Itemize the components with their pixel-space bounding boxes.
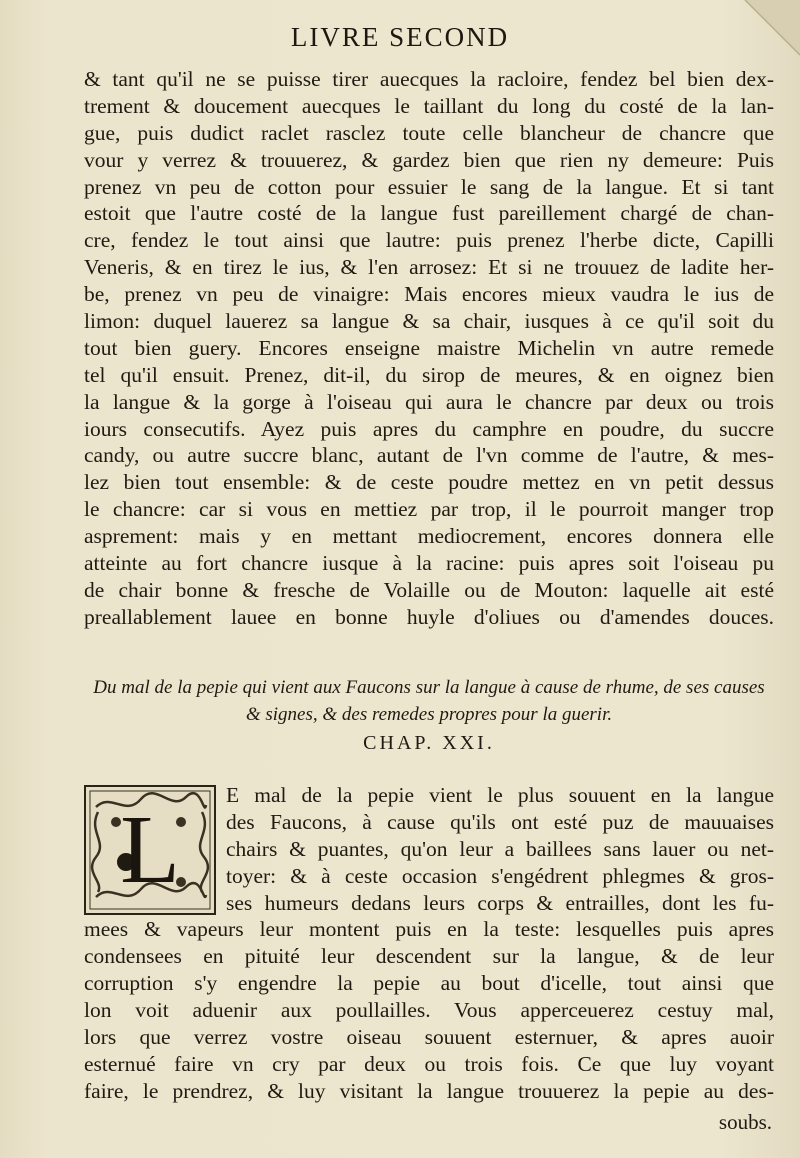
text-line: E mal de la pepie vient le plus souuent en la langue	[226, 783, 774, 807]
text-line: lez bien tout ensemble: & de ceste poudre mettez en vn petit dessus	[84, 470, 774, 495]
chapter-heading	[84, 674, 774, 758]
text-line: toyer: & à ceste occasion s'engédrent phlegmes & gros-	[226, 863, 774, 888]
text-line: le chancre: car si vous en mettiez par trop, il le pourroit manger trop	[84, 497, 774, 522]
running-head: LIVRE SECOND	[290, 22, 510, 52]
text-line: vour y verrez & trouuerez, & gardez bien que rien ny demeure: Puis	[84, 147, 774, 172]
text-line: cre, fendez le tout ainsi que lautre: puis prenez l'herbe dicte, Capilli	[84, 228, 774, 253]
drop-cap-letter: L	[120, 796, 180, 904]
text-line: corruption s'y engendre la pepie au bout d'icelle, tout ainsi que	[84, 971, 774, 996]
text-line: & tant qu'il ne se puisse tirer auecques la racloire, fendez bel bien dex-	[84, 67, 774, 91]
heading-line: & signes, & des remedes propres pour la guerir.	[245, 704, 613, 725]
text-line: des Faucons, à cause qu'ils ont esté puz de mauuaises	[226, 809, 774, 834]
text-line: limon: duquel lauerez sa langue & sa chair, iusques à ce qu'il soit du	[84, 309, 774, 334]
text-line: tel qu'il ensuit. Prenez, dit-il, du sirop de meures, & en oignez bien	[84, 362, 774, 387]
heading-line: Du mal de la pepie qui vient aux Faucons sur la langue à cause de rhume, de ses causes	[93, 677, 765, 698]
text-line: mees & vapeurs leur montent puis en la teste: lesquelles puis apres	[84, 917, 774, 942]
text-line: gue, puis dudict raclet rasclez toute celle blancheur de chancre que	[84, 120, 774, 145]
text-line: Veneris, & en tirez le ius, & l'en arrosez: Et si ne trouuez de ladite her-	[84, 255, 774, 280]
text-line: estoit que l'autre costé de la langue fust pareillement chargé de chan-	[84, 201, 774, 226]
text-line: prenez vn peu de cotton pour essuier le sang de la langue. Et si tant	[84, 174, 774, 199]
text-line: lors que verrez vostre oiseau souuent esternuer, & apres auoir	[84, 1025, 774, 1050]
text-line: be, prenez vn peu de vinaigre: Mais encores mieux vaudra le ius de	[84, 282, 774, 307]
text-line: atteinte au fort chancre iusque à la racine: puis apres soit l'oiseau pu	[84, 551, 774, 576]
text-line: iours consecutifs. Ayez puis apres du camphre en poudre, du succre	[84, 416, 774, 441]
text-line: esternué faire vn cry par deux ou trois fois. Ce que luy voyant	[84, 1051, 774, 1076]
text-line: chairs & puantes, qu'on leur a baillees sans lauer ou net-	[226, 836, 774, 861]
text-line: faire, le prendrez, & luy visitant la langue trouuerez la pepie au des-	[84, 1078, 774, 1103]
text-line: trement & doucement auecques le taillant du long du costé de la lan-	[84, 93, 774, 118]
text-line: de chair bonne & fresche de Volaille ou de Mouton: laquelle ait esté	[84, 577, 774, 602]
text-line: candy, ou autre succre blanc, autant de l'vn comme de l'autre, & mes-	[84, 443, 774, 468]
chapter-label: CHAP. XXI.	[363, 732, 495, 754]
text-line: la langue & la gorge à l'oiseau qui aura le chancre par deux ou trois	[84, 389, 774, 414]
text-line: tout bien guery. Encores enseigne maistre Michelin vn autre remede	[84, 335, 774, 360]
text-line: asprement: mais y en mettant mediocrement, encores donnera elle	[84, 524, 774, 549]
text-line: lon voit aduenir aux poullailles. Vous apperceuerez cestuy mal,	[84, 998, 774, 1023]
text-line: condensees en pituité leur descendent sur la langue, & de leur	[84, 944, 774, 969]
catchword: soubs.	[718, 1110, 772, 1134]
chapter-paragraph	[84, 782, 774, 1105]
text-line: ses humeurs dedans leurs corps & entrailles, dont les fu-	[226, 890, 774, 915]
text-line: preallablement lauee en bonne huyle d'oliues ou d'amendes douces.	[84, 604, 774, 629]
paragraph	[84, 66, 774, 631]
